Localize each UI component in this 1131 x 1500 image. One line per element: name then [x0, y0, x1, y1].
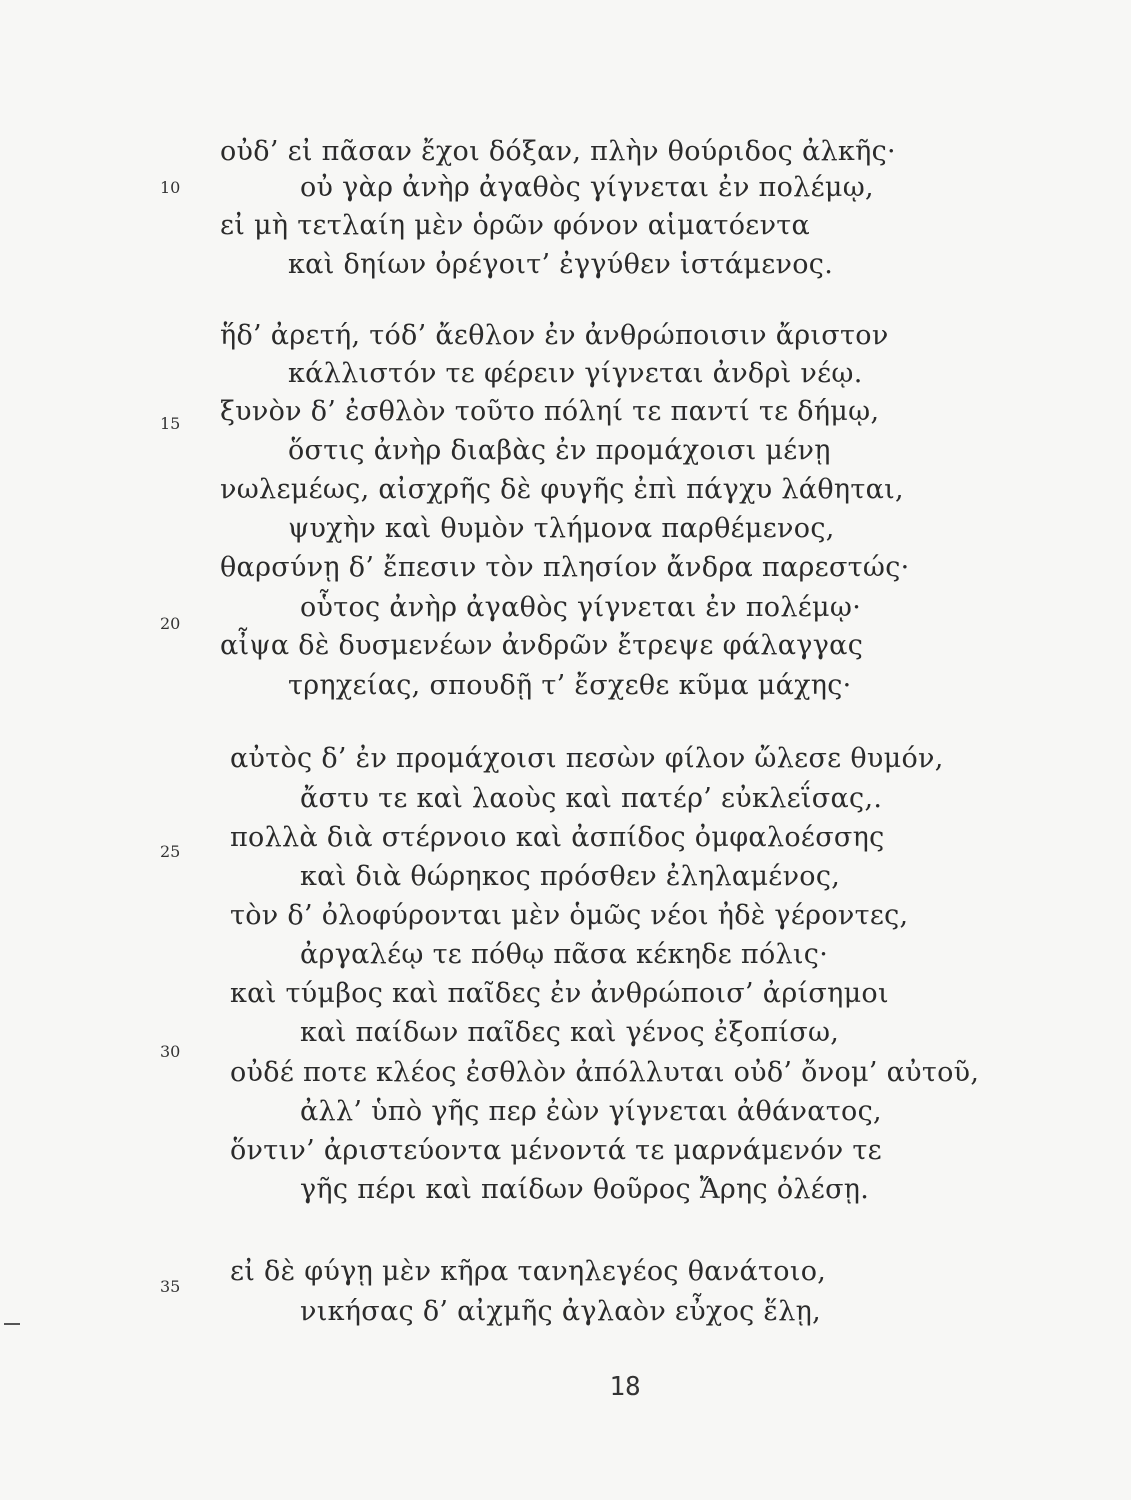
verse-line: ἥδ’ ἀρετή, τόδ’ ἄεθλον ἐν ἀνθρώποισιν ἄριστον	[220, 320, 889, 351]
verse-line: καὶ δηίων ὀρέγοιτ’ ἐγγύθεν ἱστάμενος.	[288, 249, 834, 280]
verse-line: ἀργαλέῳ τε πόθῳ πᾶσα κέκηδε πόλις·	[300, 939, 829, 970]
verse-line: οὐ γὰρ ἀνὴρ ἀγαθὸς γίγνεται ἐν πολέμῳ,	[300, 172, 874, 203]
line-number: 15	[160, 414, 181, 433]
verse-line: αἶψα δὲ δυσμενέων ἀνδρῶν ἔτρεψε φάλαγγας	[220, 630, 864, 661]
verse-line: τὸν δ’ ὀλοφύρονται μὲν ὁμῶς νέοι ἠδὲ γέροντες,	[230, 900, 909, 931]
page-number: 18	[609, 1372, 641, 1402]
verse-line: ὅστις ἀνὴρ διαβὰς ἐν προμάχοισι μένῃ	[288, 435, 831, 466]
verse-line: οὐδ’ εἰ πᾶσαν ἔχοι δόξαν, πλὴν θούριδος ἀλκῆς·	[220, 136, 896, 167]
verse-line: οὐδέ ποτε κλέος ἐσθλὸν ἀπόλλυται οὐδ’ ὄνομ’ αὐτοῦ,	[230, 1057, 980, 1088]
line-number: 30	[160, 1042, 181, 1061]
verse-line: ξυνὸν δ’ ἐσθλὸν τοῦτο πόληί τε παντί τε δήμῳ,	[220, 396, 880, 427]
verse-line: εἰ μὴ τετλαίη μὲν ὁρῶν φόνον αἱματόεντα	[220, 210, 811, 241]
verse-line: κάλλιστόν τε φέρειν γίγνεται ἀνδρὶ νέῳ.	[288, 358, 863, 389]
line-number: 20	[160, 614, 181, 633]
verse-line: αὐτὸς δ’ ἐν προμάχοισι πεσὼν φίλον ὤλεσε θυμόν,	[230, 743, 944, 774]
verse-line: καὶ τύμβος καὶ παῖδες ἐν ἀνθρώποισ’ ἀρίσημοι	[230, 978, 889, 1009]
verse-line: ἀλλ’ ὑπὸ γῆς περ ἐὼν γίγνεται ἀθάνατος,	[300, 1096, 882, 1127]
verse-line: καὶ παίδων παῖδες καὶ γένος ἐξοπίσω,	[300, 1017, 840, 1048]
verse-line: ὅντιν’ ἀριστεύοντα μένοντά τε μαρνάμενόν τε	[230, 1135, 882, 1166]
line-number: 10	[160, 178, 181, 197]
verse-line: ψυχὴν καὶ θυμὸν τλήμονα παρθέμενος,	[288, 513, 835, 544]
verse-line: οὗτος ἀνὴρ ἀγαθὸς γίγνεται ἐν πολέμῳ·	[300, 592, 862, 623]
verse-line: γῆς πέρι καὶ παίδων θοῦρος Ἄρης ὀλέσῃ.	[300, 1174, 870, 1205]
verse-line: θαρσύνῃ δ’ ἔπεσιν τὸν πλησίον ἄνδρα παρεστώς·	[220, 552, 910, 583]
verse-line: εἰ δὲ φύγῃ μὲν κῆρα τανηλεγέος θανάτοιο,	[230, 1256, 827, 1287]
verse-line: πολλὰ διὰ στέρνοιο καὶ ἀσπίδος ὀμφαλοέσσης	[230, 822, 885, 853]
verse-line: καὶ διὰ θώρηκος πρόσθεν ἐληλαμένος,	[300, 861, 841, 892]
line-number: 25	[160, 842, 181, 861]
verse-line: ἄστυ τε καὶ λαοὺς καὶ πατέρ’ εὐκλεΐσας,.	[300, 783, 883, 814]
verse-line: νικήσας δ’ αἰχμῆς ἀγλαὸν εὖχος ἕλῃ,	[300, 1296, 821, 1327]
margin-dash-mark	[4, 1323, 20, 1325]
verse-line: νωλεμέως, αἰσχρῆς δὲ φυγῆς ἐπὶ πάγχυ λάθηται,	[220, 474, 904, 505]
line-number: 35	[160, 1277, 181, 1296]
verse-line: τρηχείας, σπουδῇ τ’ ἔσχεθε κῦμα μάχης·	[288, 670, 852, 701]
